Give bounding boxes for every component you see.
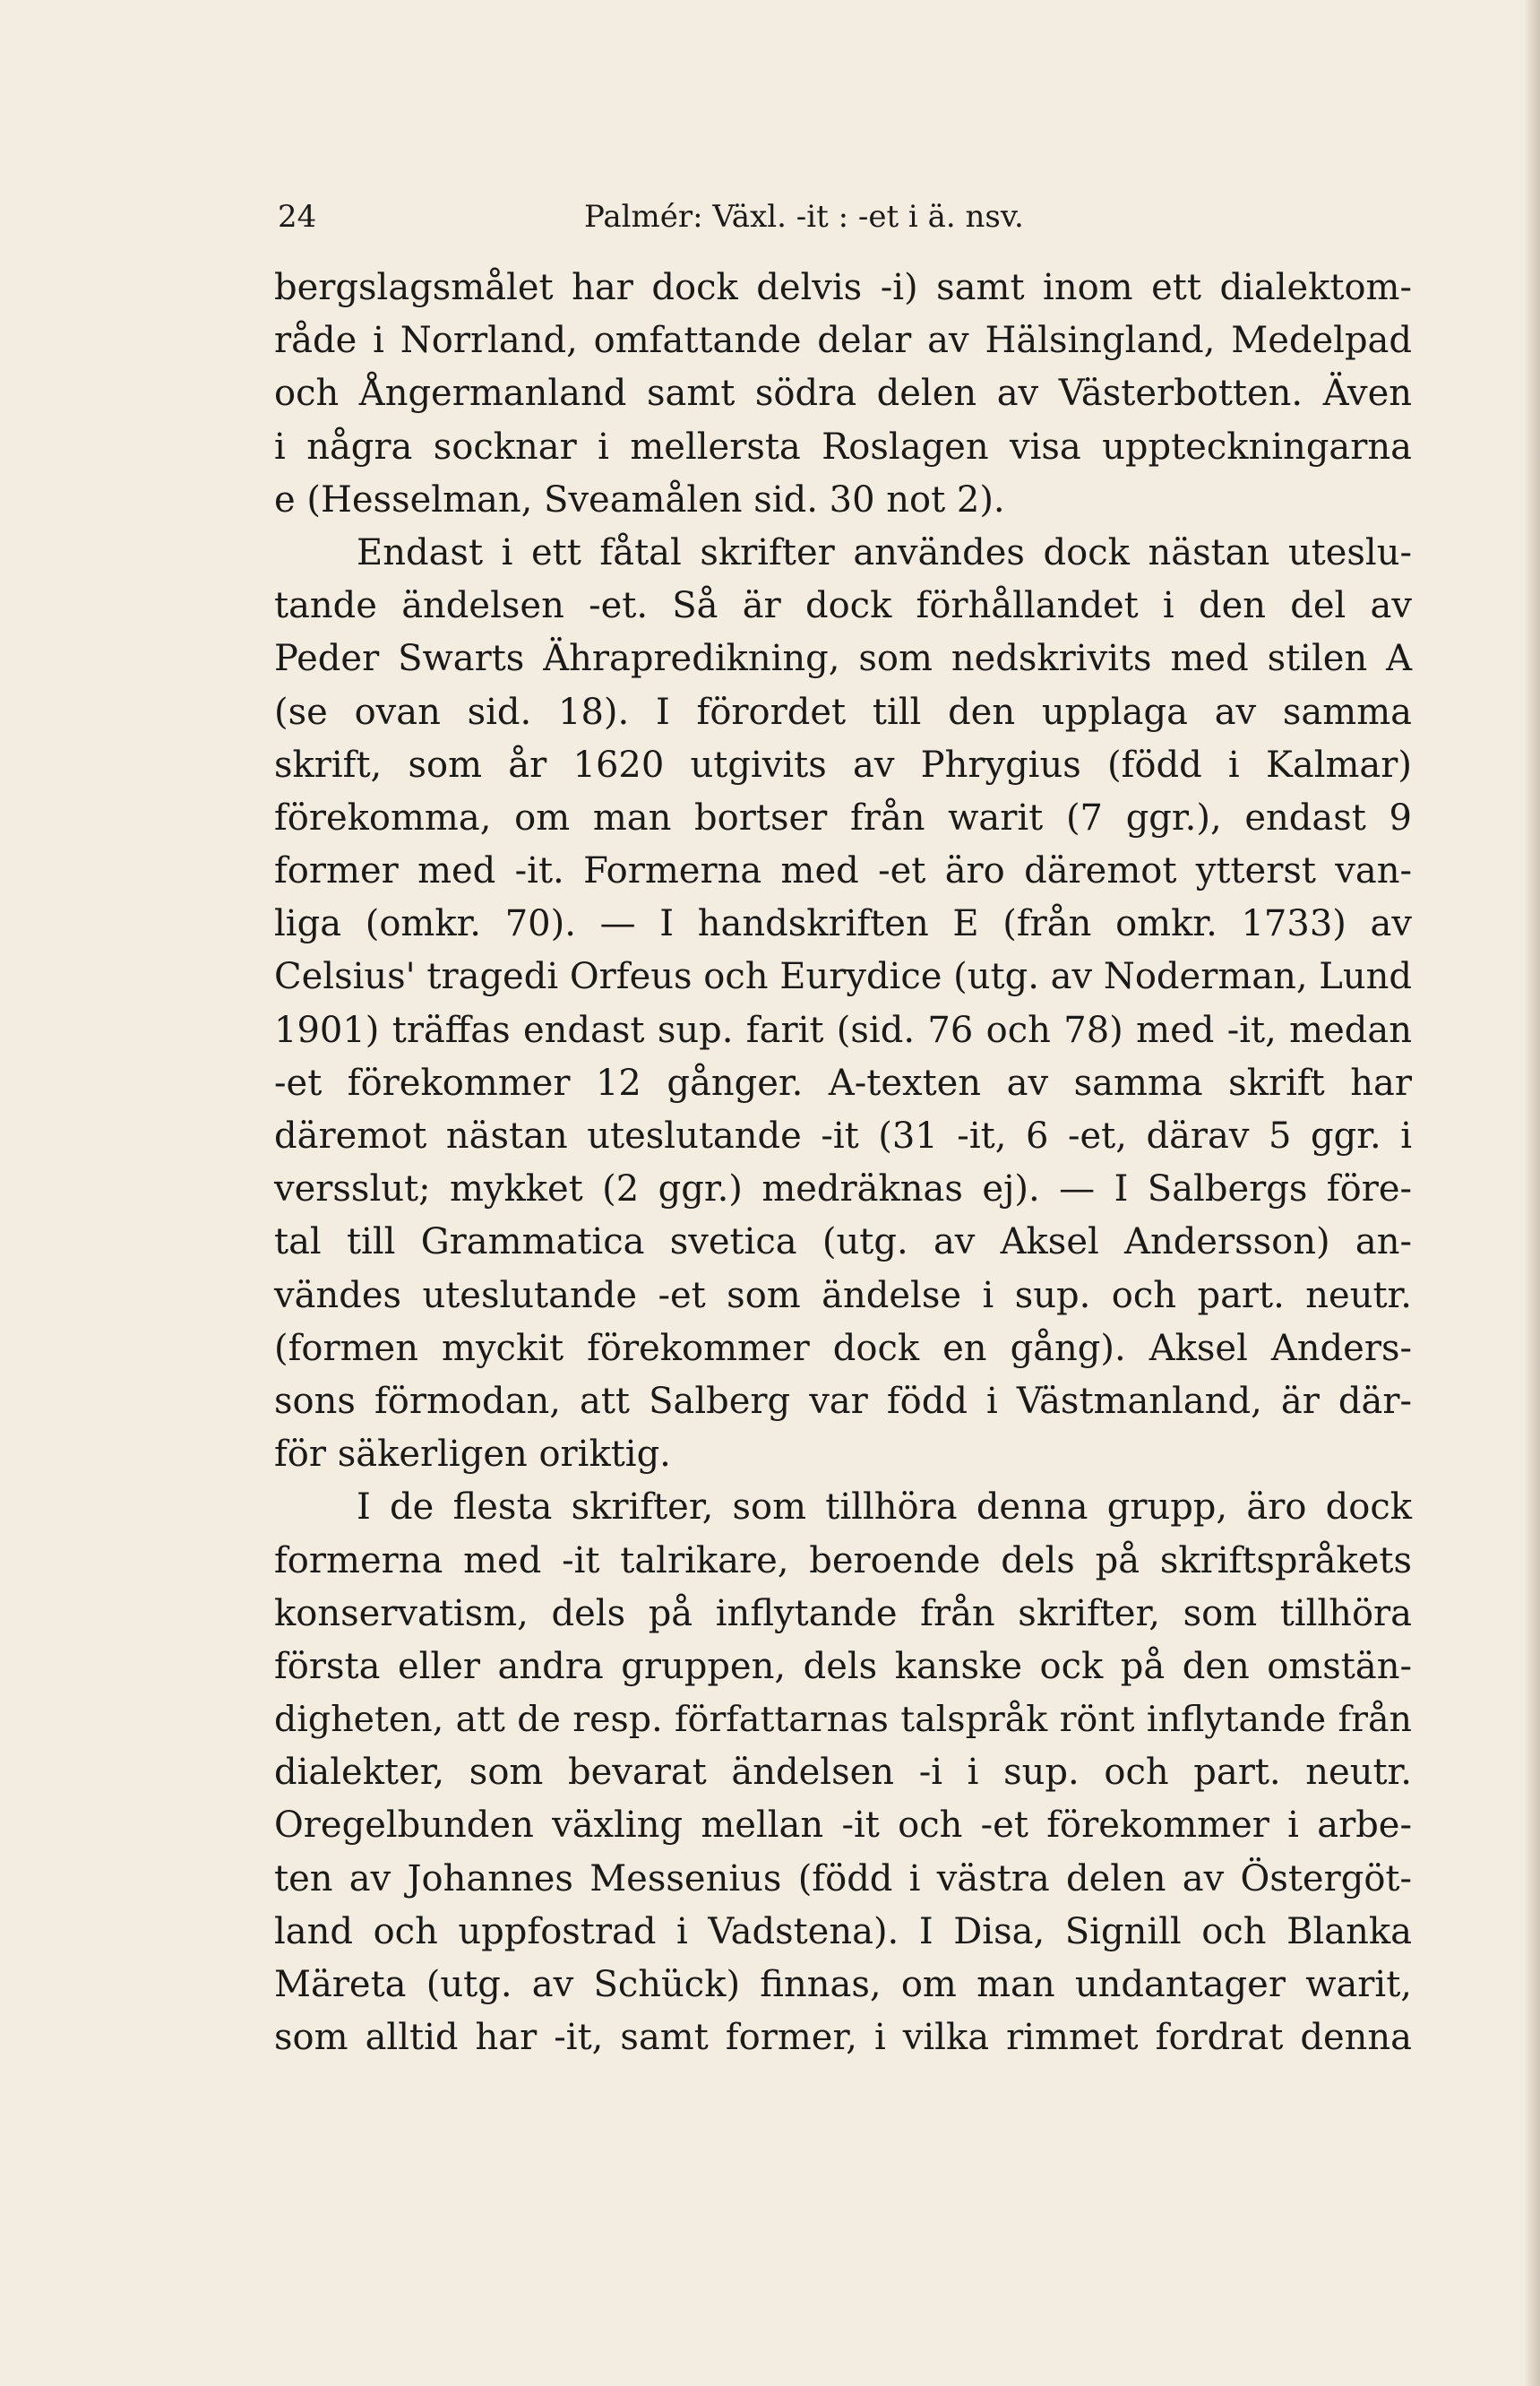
text-line: Oregelbunden växling mellan -it och -et förekommer i arbe- [274, 1805, 1412, 1847]
text-line: vändes uteslutande -et som ändelse i sup. och part. neutr. [274, 1274, 1412, 1316]
text-line: i några socknar i mellersta Roslagen visa uppteckningarna [274, 426, 1412, 468]
running-head-title: Palmér: Växl. -it : -et i ä. nsv. [584, 199, 1024, 235]
text-line: land och uppfostrad i Vadstena). I Disa, Signill och Blanka [274, 1910, 1412, 1952]
text-line: sons förmodan, att Salberg var född i Västmanland, är där- [274, 1380, 1412, 1422]
text-line: däremot nästan uteslutande -it (31 -it, 6 -et, därav 5 ggr. i [274, 1115, 1412, 1157]
text-line: (se ovan sid. 18). I förordet till den upplaga av samma [274, 691, 1412, 733]
text-line: råde i Norrland, omfattande delar av Hälsingland, Medelpad [274, 320, 1412, 362]
text-line: konservatism, dels på inflytande från skrifter, som tillhöra [274, 1592, 1412, 1634]
page-number: 24 [278, 199, 317, 235]
text-line: Peder Swarts Ährapredikning, som nedskrivits med stilen A [274, 638, 1412, 680]
text-line: liga (omkr. 70). — I handskriften E (från omkr. 1733) av [274, 903, 1412, 945]
text-line: Celsius' tragedi Orfeus och Eurydice (utg. av Noderman, Lund [274, 956, 1412, 998]
text-line: (formen myckit förekommer dock en gång). Aksel Anders- [274, 1327, 1412, 1369]
text-line: former med -it. Formerna med -et äro däremot ytterst van- [274, 850, 1412, 892]
text-line: bergslagsmålet har dock delvis -i) samt inom ett dialektom- [274, 267, 1412, 308]
text-line: formerna med -it talrikare, beroende dels på skriftspråkets [274, 1539, 1412, 1581]
text-line: e (Hesselman, Sveamålen sid. 30 not 2). [274, 478, 1005, 521]
text-line: och Ångermanland samt södra delen av Västerbotten. Även [274, 373, 1412, 415]
text-line: Märeta (utg. av Schück) finnas, om man undantager warit, [274, 1964, 1412, 2005]
page-edge-shadow [1524, 0, 1540, 2386]
text-line: Endast i ett fåtal skrifter användes dock nästan uteslu- [357, 531, 1412, 573]
running-head [278, 190, 1411, 244]
text-line: I de flesta skrifter, som tillhöra denna grupp, äro dock [357, 1486, 1412, 1529]
text-line: för säkerligen oriktig. [274, 1434, 671, 1476]
text-line: förekomma, om man bortser från warit (7 ggr.), endast 9 [274, 797, 1412, 839]
text-line: ten av Johannes Messenius (född i västra delen av Östergöt- [274, 1857, 1412, 1899]
body-text [274, 262, 1412, 2064]
text-line: digheten, att de resp. författarnas talspråk rönt inflytande från [274, 1699, 1412, 1741]
text-line: som alltid har -it, samt former, i vilka rimmet fordrat denna [274, 2017, 1412, 2059]
text-line: första eller andra gruppen, dels kanske ock på den omstän- [274, 1645, 1412, 1687]
text-line: 1901) träffas endast sup. farit (sid. 76 och 78) med -it, medan [274, 1009, 1412, 1051]
text-line: versslut; mykket (2 ggr.) medräknas ej). — I Salbergs före- [274, 1168, 1412, 1210]
text-line: dialekter, som bevarat ändelsen -i i sup. och part. neutr. [274, 1752, 1412, 1794]
text-line: -et förekommer 12 gånger. A-texten av samma skrift har [274, 1062, 1412, 1104]
text-line: tal till Grammatica svetica (utg. av Aksel Andersson) an- [274, 1221, 1412, 1263]
text-line: skrift, som år 1620 utgivits av Phrygius (född i Kalmar) [274, 744, 1412, 786]
text-line: tande ändelsen -et. Så är dock förhållandet i den del av [274, 585, 1412, 627]
